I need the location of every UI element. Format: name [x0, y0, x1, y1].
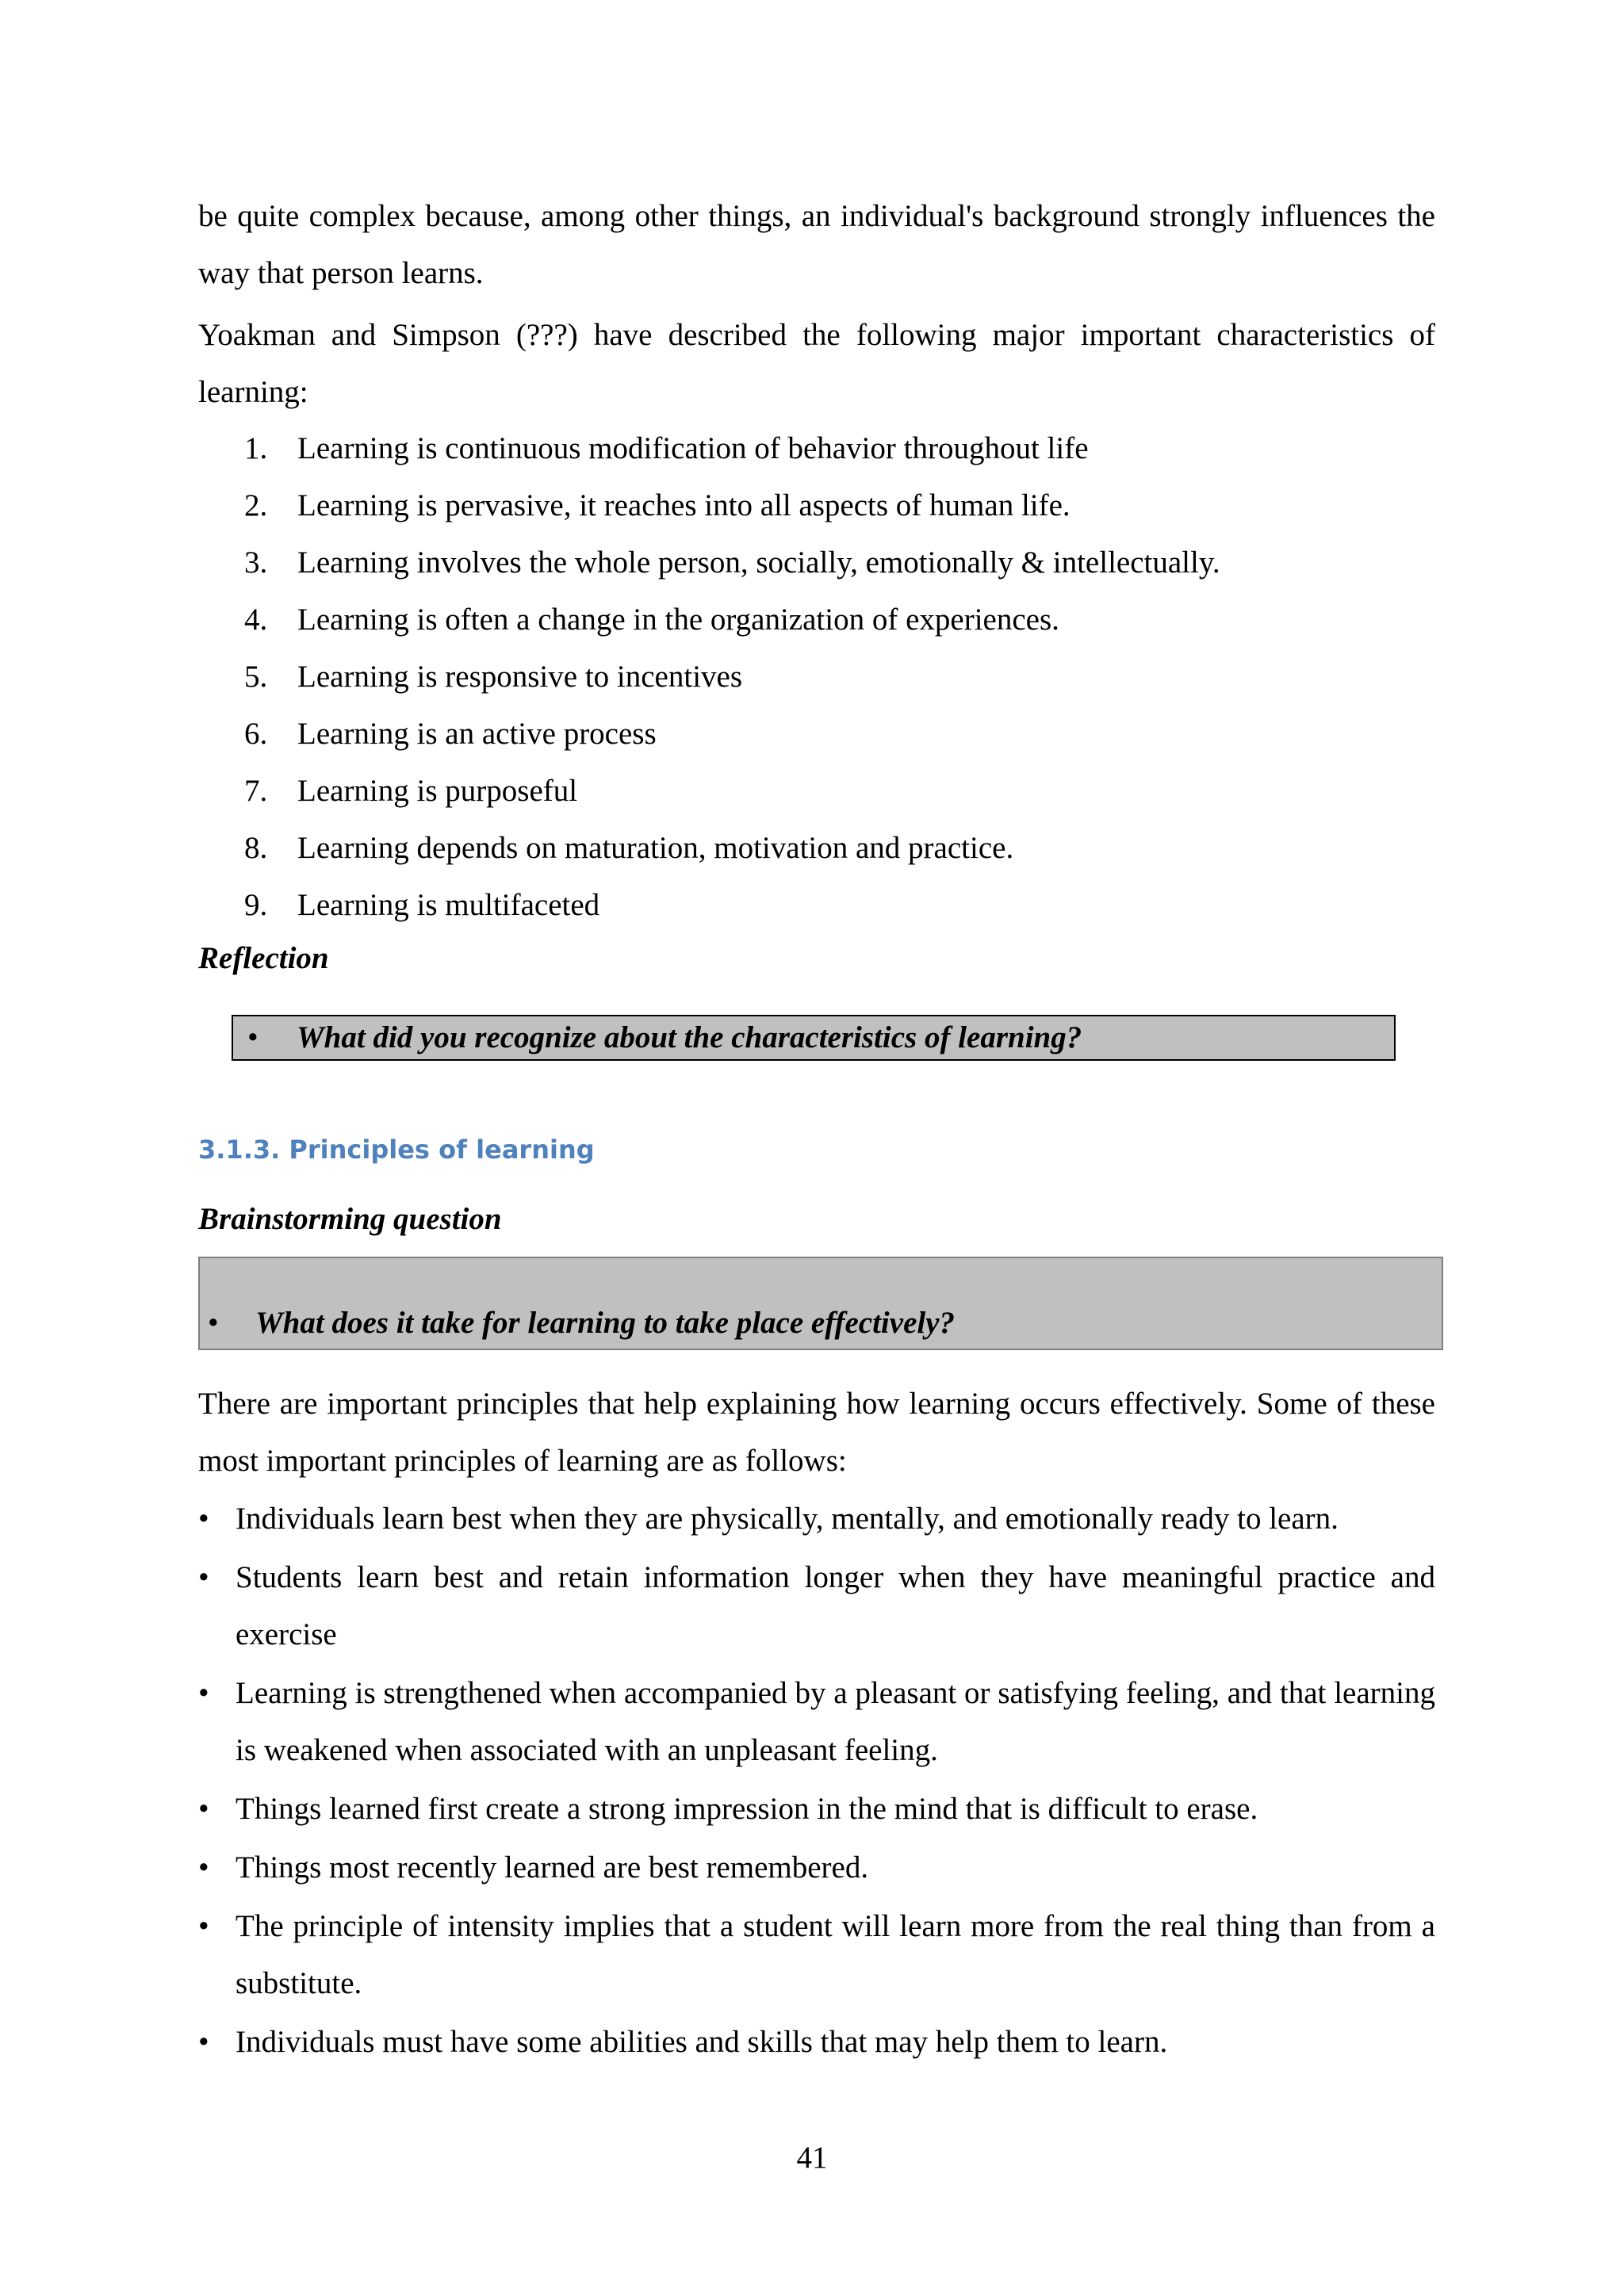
list-number: 2.: [244, 488, 268, 522]
characteristics-intro-paragraph: Yoakman and Simpson (???) have described the following major important characteristics of learning:: [198, 318, 1435, 409]
page-number: 41: [796, 2141, 828, 2175]
principles-list: [198, 1490, 1435, 2072]
brainstorming-question: What does it take for learning to take place effectively?: [255, 1306, 956, 1340]
bullet-icon: •: [198, 1850, 209, 1885]
list-item: [198, 1490, 1435, 1548]
list-item-text: Learning is an active process: [297, 717, 657, 751]
list-item-text: Learning is strengthened when accompanied by a pleasant or satisfying feeling, and that learning is weakened when associated with an unpleasant feeling.: [236, 1676, 1435, 1767]
list-item: [198, 706, 1435, 763]
list-item-text: Learning involves the whole person, socially, emotionally & intellectually.: [297, 545, 1220, 580]
list-item: [198, 1839, 1435, 1896]
characteristics-list: [198, 420, 1435, 934]
list-item-text: Learning is pervasive, it reaches into all aspects of human life.: [297, 488, 1071, 522]
list-item-text: Learning is continuous modification of behavior throughout life: [297, 431, 1089, 465]
list-number: 3.: [244, 545, 268, 580]
bullet-icon: •: [198, 1676, 209, 1710]
list-item: [198, 477, 1435, 534]
list-number: 4.: [244, 603, 268, 637]
list-number: 1.: [244, 431, 268, 465]
list-item-text: Things learned first create a strong impression in the mind that is difficult to erase.: [236, 1792, 1258, 1826]
bullet-icon: •: [198, 1792, 209, 1826]
list-item-text: Learning is often a change in the organization of experiences.: [297, 603, 1059, 637]
list-item-text: Individuals must have some abilities and skills that may help them to learn.: [236, 2025, 1168, 2059]
list-item: [198, 420, 1435, 477]
list-item: [198, 649, 1435, 706]
list-item-text: Learning is responsive to incentives: [297, 660, 743, 694]
list-number: 6.: [244, 717, 268, 751]
list-number: 8.: [244, 831, 268, 865]
brainstorming-heading: Brainstorming question: [198, 1202, 502, 1236]
list-item-text: Learning depends on maturation, motivation and practice.: [297, 831, 1014, 865]
list-number: 5.: [244, 660, 268, 694]
list-item-text: Learning is purposeful: [297, 774, 578, 808]
list-item: [198, 2014, 1435, 2071]
reflection-heading: Reflection: [198, 941, 329, 975]
list-number: 7.: [244, 774, 268, 808]
bullet-icon: •: [247, 1020, 259, 1054]
bullet-icon: •: [198, 1909, 209, 1943]
reflection-question-box: [232, 1015, 1396, 1061]
brainstorming-question-box: [198, 1257, 1443, 1350]
list-item: [198, 1781, 1435, 1838]
list-item: [198, 1898, 1435, 2012]
list-item: [198, 820, 1435, 877]
list-item-text: Students learn best and retain information longer when they have meaningful practice and exercise: [236, 1560, 1435, 1651]
bullet-icon: •: [208, 1306, 219, 1340]
reflection-question: What did you recognize about the characteristics of learning?: [297, 1020, 1082, 1054]
list-item: [198, 1665, 1435, 1779]
list-item: [198, 591, 1435, 649]
list-item-text: Things most recently learned are best remembered.: [236, 1850, 869, 1885]
list-number: 9.: [244, 888, 268, 922]
list-item: [198, 1549, 1435, 1663]
list-item-text: The principle of intensity implies that a student will learn more from the real thing than from a substitute.: [236, 1909, 1435, 2000]
list-item: [198, 534, 1435, 591]
bullet-icon: •: [198, 1560, 209, 1594]
list-item-text: Learning is multifaceted: [297, 888, 600, 922]
principles-intro-paragraph: There are important principles that help explaining how learning occurs effectively. Some of these most important principles of learning are as follows:: [198, 1387, 1435, 1478]
bullet-icon: •: [198, 1502, 209, 1536]
intro-paragraph: be quite complex because, among other things, an individual's background strongly influences the way that person learns.: [198, 199, 1435, 290]
list-item: [198, 763, 1435, 820]
bullet-icon: •: [198, 2025, 209, 2059]
section-heading: 3.1.3. Principles of learning: [198, 1135, 595, 1165]
list-item-text: Individuals learn best when they are physically, mentally, and emotionally ready to learn.: [236, 1502, 1339, 1536]
list-item: [198, 877, 1435, 934]
